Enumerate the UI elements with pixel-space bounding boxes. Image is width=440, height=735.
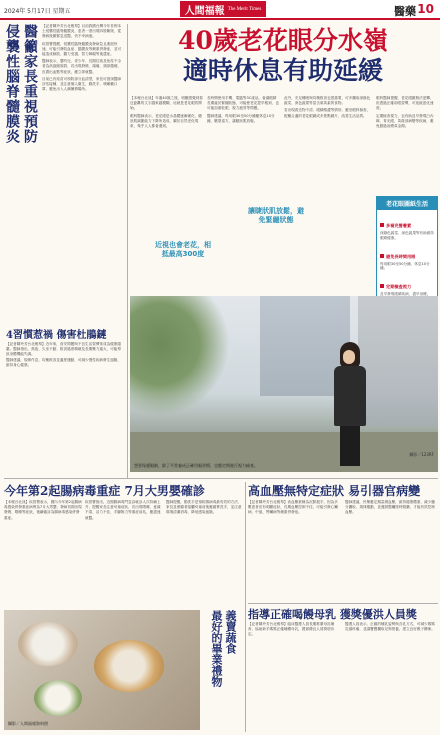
publication-date: 2024年 5月17日 星期五 bbox=[4, 8, 71, 15]
tips-sidebar-title: 老花眼圖紙生活 bbox=[377, 197, 437, 210]
logo-en-text: The Merit Times bbox=[227, 6, 262, 12]
feature-photo bbox=[130, 296, 438, 472]
section-name: 醫藥 bbox=[394, 5, 416, 18]
pull-quote-2: 近視也會老花，相抵最高300度 bbox=[155, 241, 211, 258]
left-article bbox=[4, 24, 124, 484]
tip-text: 深綠色蔬菜、深色蔬果等有助維持眼睛健康。 bbox=[380, 231, 434, 240]
left-paragraph: 目前已有疫苗可預防部分血清型，家長可諮詢醫師評估接種，並注意個人衛生，勤洗手、咳嗽戴口罩，避免出入人潮擁擠場所。 bbox=[42, 76, 122, 92]
left-article-body-2 bbox=[6, 342, 124, 484]
article-column: 【本報台北訊】疾管署表示，國內今年第2起腸病毒感染併發重症病例為7月大男嬰，發病初期出現發燒、嗜睡等症狀，後續確診為腸病毒感染併發重症。 bbox=[4, 500, 82, 520]
tip-label: 定期檢查視力 bbox=[386, 284, 412, 290]
hypertension-headline: 高血壓無特定症狀 易引器官病變 bbox=[248, 484, 421, 498]
vegetarian-food-photo bbox=[4, 610, 200, 730]
hypertension-body bbox=[248, 500, 438, 602]
article-column: 【記者陳玲芳台北報導】臨床醫護人員長期推廣母乳哺育，協助新手媽媽正確哺餵母乳，獲頒優良人員獎項肯定。 bbox=[248, 622, 335, 637]
tip-label: 多補充營養素 bbox=[386, 223, 412, 228]
feature-column-2 bbox=[207, 96, 280, 306]
masthead bbox=[0, 0, 440, 20]
person-coat bbox=[334, 366, 366, 426]
breastfeeding-headline: 指導正確喝饅母乳 獲獎優洪人員獎 bbox=[248, 608, 417, 621]
page-number: 10 bbox=[417, 2, 434, 16]
food-dish bbox=[18, 622, 78, 666]
person-face bbox=[343, 350, 355, 364]
photo-building bbox=[358, 296, 438, 426]
feature-headline bbox=[130, 26, 436, 86]
newspaper-logo bbox=[180, 1, 266, 17]
pull-quote-1: 讓睫狀肌放鬆，避免緊繃狀態 bbox=[248, 207, 304, 224]
logo-text: 人間福報 bbox=[184, 5, 225, 17]
photo-tree bbox=[130, 296, 230, 416]
bullet-icon bbox=[380, 223, 384, 227]
feature-column-1 bbox=[130, 96, 203, 306]
enterovirus-body bbox=[4, 500, 244, 606]
person-legs bbox=[340, 426, 360, 466]
feature-paragraph: 長時間使用手機、電腦等3C產品，會讓眼睛長期處於緊繃狀態，可能使老花提早報到，也可能加重乾眼、視力疲勞等問題。 bbox=[207, 96, 279, 111]
feature-paragraph: 定期檢查視力，也有助及早發現白內障、青光眼、黃斑部病變等疾病，避免錯過治療黃金期。 bbox=[376, 113, 434, 129]
feature-paragraph: 醫師建議，每用眼30至50分鐘應休息10分鐘，眺望遠方，讓睫狀肌放鬆。 bbox=[207, 113, 275, 123]
feature-column-4 bbox=[376, 96, 436, 192]
feature-paragraph: 【本報台北訊】年過40歲之後，明顯感覺到看近距離的文字越來越模糊，這就是老花眼的開始。 bbox=[130, 96, 203, 111]
article-column: 醫師建議，民眾應定期量測血壓，維持健康體重、減少鹽分攝取、規律運動，並遵照醫囑按時服藥，才能有效控制血壓。 bbox=[345, 500, 435, 515]
tip-item bbox=[380, 212, 434, 241]
left-paragraph: 醫師建議，規律作息、均衡飲食並適度運動，可減少慢性疾病發生風險，維持身心健康。 bbox=[6, 357, 121, 367]
feature-title-1: 40歲老花眼分水嶺 bbox=[178, 26, 388, 55]
photo-caption: 攝影／人間福報資料照 bbox=[8, 721, 48, 726]
column-divider bbox=[127, 24, 128, 478]
left-headline-2: 醫籲家長重視預防 bbox=[22, 24, 38, 144]
article-column: 醫護人員表示，正確的哺乳姿勢與含乳方式，可減少媽媽乳頭疼痛，並讓寶寶攝取足夠營養，建立良好親子關係。 bbox=[345, 622, 435, 632]
left-article-body bbox=[42, 24, 124, 324]
photo-credit: 攝影／123RF bbox=[409, 452, 434, 457]
left-paragraph: 疾管署提醒，侵襲性腦脊髓膜炎發病急且進展快速，可能引發敗血症、腦膜炎等嚴重併發症，並可能造成截肢、聽力受損、智力障礙等後遺症。 bbox=[42, 41, 122, 57]
section-divider bbox=[248, 603, 438, 604]
left-headline-1: 侵襲性腦脊髓膜炎 bbox=[4, 24, 20, 144]
breastfeeding-body bbox=[248, 622, 438, 732]
bullet-icon bbox=[380, 254, 384, 258]
tip-item bbox=[380, 243, 434, 272]
feature-paragraph: 眼科醫師提醒，老花眼雖無法逆轉，但透過正確用眼習慣，可延緩惡化速度。 bbox=[376, 96, 434, 111]
article-column: 疾管署指出，近期腸病毒門急診就診人次持續上升，提醒家長注意幼童症狀，若出現嗜睡、意識不清、活力不佳、手腳無力等重症前兆，應盡速就醫。 bbox=[85, 500, 161, 520]
charity-sale-headline bbox=[202, 610, 242, 730]
feature-paragraph: 若出現看近物不清、眼睛酸澀等情形，應至眼科檢查，配戴合適的老花眼鏡或多焦點鏡片，改善生活品質。 bbox=[284, 108, 371, 118]
article-column: 醫師提醒，勤洗手是預防腸病毒最有效的方法，家長及照顧者接觸幼童前後應確實洗手，並注意環境清潔消毒，降低感染風險。 bbox=[166, 500, 242, 515]
charity-headline-2: 最好的畢業禮物 bbox=[210, 610, 223, 687]
feature-paragraph: 此外，充足睡眠與均衡飲食也很重要，可多攝取深綠色蔬菜、深色蔬果等富含葉黃素的食物。 bbox=[284, 96, 371, 106]
column-divider bbox=[245, 482, 246, 732]
tip-text: 及早發現眼睛疾病，盡早治療。 bbox=[380, 292, 431, 297]
photo-woman-with-phone bbox=[330, 342, 370, 468]
feature-column-3 bbox=[284, 96, 372, 306]
tip-label: 避免長時間用眼 bbox=[386, 253, 416, 259]
enterovirus-headline: 今年第2起腸病毒重症 7月大男嬰確診 bbox=[4, 484, 205, 498]
feature-title-2: 適時休息有助延緩 bbox=[182, 56, 383, 85]
photo-caption: 想要保護眼睛，除了平常養成正確用眼習慣，也應定期進行視力檢查。 bbox=[134, 463, 258, 468]
tip-text: 每用眼30至50分鐘，休息10分鐘。 bbox=[380, 261, 430, 271]
article-column: 【記者陳玲芳台北報導】高血壓被稱為沉默殺手，因為多數患者沒有明顯症狀，長期血壓控制不佳，可能引發心臟病、中風、腎臟病等嚴重併發症。 bbox=[248, 500, 338, 515]
charity-headline-1: 義賣蔬食 bbox=[224, 610, 237, 654]
bullet-icon bbox=[380, 284, 384, 288]
section-divider bbox=[4, 478, 438, 479]
left-subhead: 4習慣惹禍 傷害杜鵑鏈 bbox=[6, 330, 107, 341]
food-dish bbox=[94, 640, 164, 692]
left-paragraph: 醫師表示，嬰幼兒、青少年、長期住宿及免疫不全者為高風險族群，若出現發燒、頭痛、頸部僵硬、皮膚出血點等症狀，應立即就醫。 bbox=[42, 59, 122, 74]
left-paragraph: 【記者陳玲芳台北報導】目前我國台灣今年首例本土侵襲性腦脊髓膜炎，患者一度出現四肢紫斑，從發病後雖緊急送醫，仍不幸病逝。 bbox=[42, 24, 122, 39]
feature-paragraph: 眼科醫師表示，老花眼是水晶體逐漸硬化、睫狀肌調節能力下降所造成，屬於自然老化現象，幾乎人人都會遇到。 bbox=[130, 113, 202, 129]
tip-item bbox=[380, 273, 434, 297]
food-dish bbox=[34, 680, 82, 716]
left-paragraph: 【記者陳玲芳台北報導】近年來，食安問題與不良生活習慣常成為健康隱憂。醫師指出，熬夜、久坐不動、飲食過度精緻及長期壓力過大，可能導致身體機能失調。 bbox=[6, 342, 121, 357]
